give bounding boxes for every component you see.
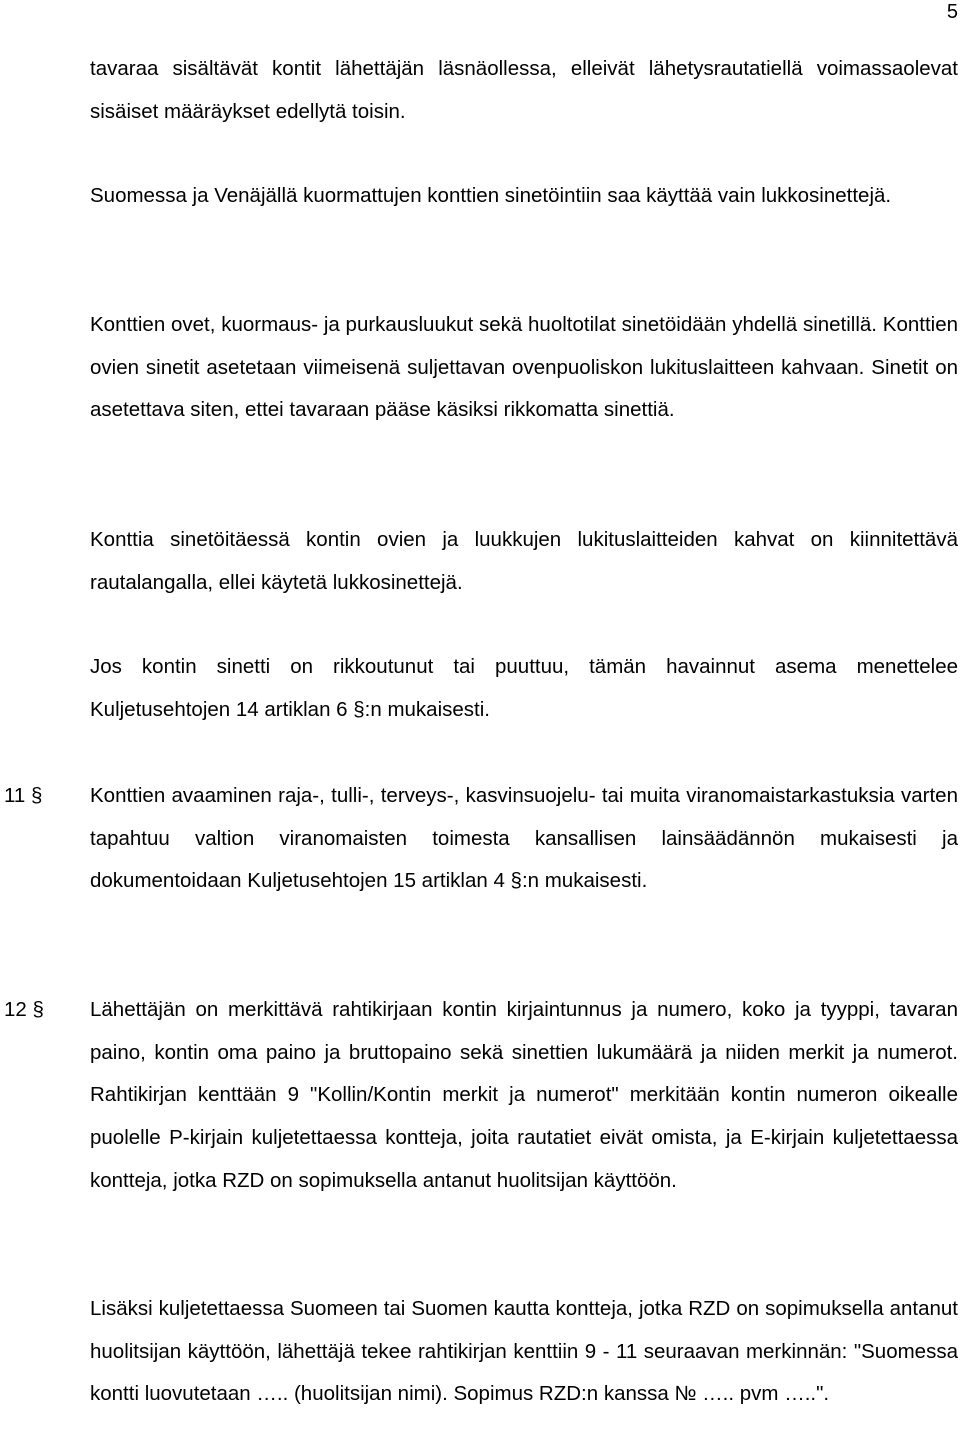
paragraph-broken-seal: Jos kontin sinetti on rikkoutunut tai puuttuu, tämän havainnut asema menettelee Kuljetusehtojen 14 artiklan 6 §:n mukaisesti. (90, 655, 958, 721)
section-number-11: 11 § (4, 784, 43, 807)
section-number-12: 12 § (4, 998, 44, 1021)
paragraph-door-seals: Konttien ovet, kuormaus- ja purkausluukut sekä huoltotilat sinetöidään yhdellä sinetillä. Konttien ovien sinetit asetetaan viimeisenä suljettavan ovenpuoliskon lukituslaitteen kahvaan. Sinetit on asetettava siten, ettei tavaraan pääse käsiksi rikkomatta sinettiä. (90, 313, 958, 422)
paragraph-container-sealing-presence: tavaraa sisältävät kontit lähettäjän läsnäollessa, elleivät lähetysrautatiellä voimassaolevat sisäiset määräykset edellytä toisin. (90, 57, 958, 123)
paragraph-wire-fastening: Konttia sinetöitäessä kontin ovien ja luukkujen lukituslaitteiden kahvat on kiinnitettävä rautalangalla, ellei käytetä lukkosinettejä. (90, 528, 958, 594)
paragraph-section-12: Lähettäjän on merkittävä rahtikirjaan kontin kirjaintunnus ja numero, koko ja tyyppi, tavaran paino, kontin oma paino ja bruttopaino sekä sinettien lukumäärä ja niiden merkit ja numerot. Rahtikirjan kenttään 9 "Kollin/Kontin merkit ja numerot" merkitään kontin numeron oikealle puolelle P-kirjain kuljetettaessa kontteja, joita rautatiet eivät omista, ja E-kirjain kuljetettaessa kontteja, jotka RZD on sopimuksella antanut huolitsijan käyttöön. (90, 998, 958, 1192)
page-number: 5 (946, 1, 958, 23)
paragraph-lock-seals: Suomessa ja Venäjällä kuormattujen konttien sinetöintiin saa käyttää vain lukkosinettejä. (90, 184, 892, 207)
paragraph-additional-marking: Lisäksi kuljetettaessa Suomeen tai Suomen kautta kontteja, jotka RZD on sopimuksella antanut huolitsijan käyttöön, lähettäjä tekee rahtikirjan kenttiin 9 - 11 seuraavan merkinnän: "Suomessa kontti luovutetaan ….. (huolitsijan nimi). Sopimus RZD:n kanssa № ….. pvm …..". (90, 1297, 958, 1406)
paragraph-section-11: Konttien avaaminen raja-, tulli-, terveys-, kasvinsuojelu- tai muita viranomaistarkastuksia varten tapahtuu valtion viranomaisten toimesta kansallisen lainsäädännön mukaisesti ja dokumentoidaan Kuljetusehtojen 15 artiklan 4 §:n mukaisesti. (90, 784, 958, 893)
